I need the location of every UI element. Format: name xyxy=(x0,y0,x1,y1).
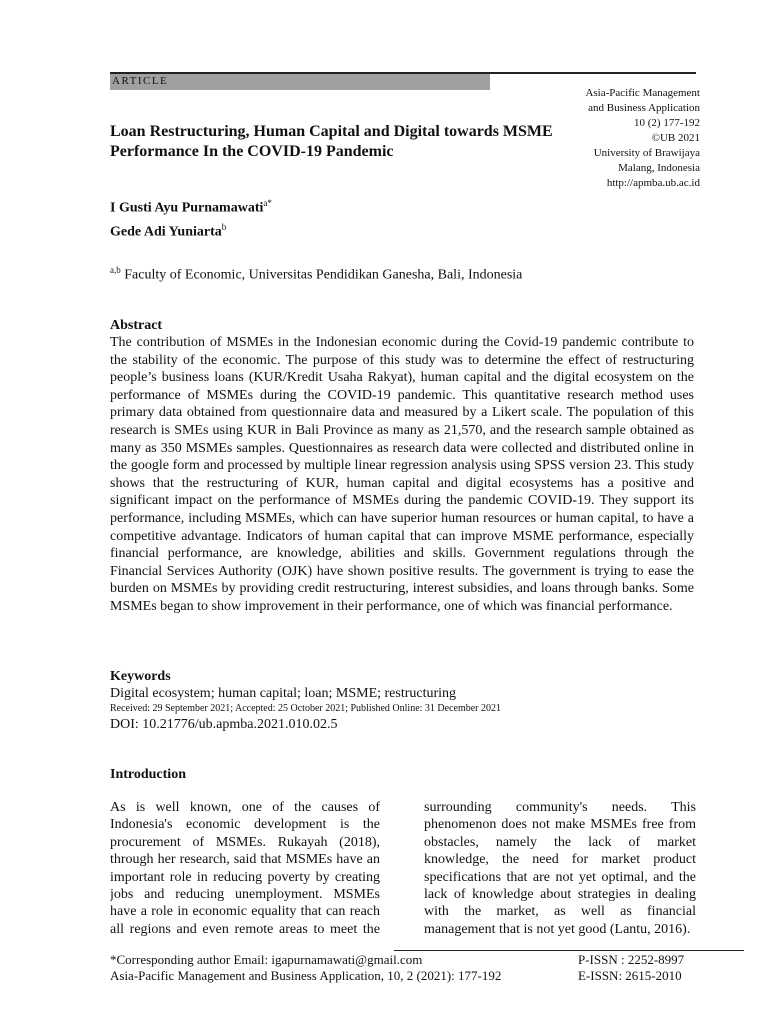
journal-url[interactable]: http://apmba.ub.ac.id xyxy=(606,177,700,189)
journal-name-line1: Asia-Pacific Management xyxy=(585,87,700,99)
author xyxy=(110,194,272,218)
publication-dates: Received: 29 September 2021; Accepted: 25 October 2021; Published Online: 31 December 2021 xyxy=(110,703,502,714)
author xyxy=(110,218,272,242)
affiliation-text: Faculty of Economic, Universitas Pendidikan Ganesha, Bali, Indonesia xyxy=(124,267,523,283)
author-list xyxy=(110,194,272,241)
doi[interactable]: DOI: 10.21776/ub.apmba.2021.010.02.5 xyxy=(110,717,338,732)
citation-line: Asia-Pacific Management and Business Application, 10, 2 (2021): 177-192 xyxy=(110,968,502,983)
author-affiliation-mark: b xyxy=(221,221,227,232)
journal-copyright: ©UB 2021 xyxy=(651,132,700,144)
journal-publisher: University of Brawijaya xyxy=(593,147,700,159)
paper-title: Loan Restructuring, Human Capital and Digital towards MSME Performance In the COVID-19 Pandemic xyxy=(110,123,553,160)
p-issn: P-ISSN : 2252-8997 xyxy=(578,952,685,967)
author-name: Gede Adi Yuniarta xyxy=(110,224,222,240)
section-label: ARTICLE xyxy=(110,74,490,90)
affiliation xyxy=(110,265,522,284)
introduction-column-left: As is well known, one of the causes of Indonesia's economic development is the procurement of MSMEs. Rukayah (2018), through her research, said that MSMEs have an important role in reducing poverty by creating jobs and reducing unemployment. MSMEs have a role in economic equality that can reach all regions and even remote areas to meet the xyxy=(110,800,380,937)
corresponding-author: *Corresponding author Email: igapurnamawati@gmail.com xyxy=(110,952,423,967)
keywords-heading: Keywords xyxy=(110,669,171,684)
author-affiliation-mark: a* xyxy=(263,198,272,208)
keywords-text: Digital ecosystem; human capital; loan; MSME; restructuring xyxy=(110,686,457,701)
abstract-text: The contribution of MSMEs in the Indonesian economic during the Covid-19 pandemic contribute to the stability of the economic. The purpose of this study was to determine the effect of restructuring people’s business loans (KUR/Kredit Usaha Rakyat), human capital and the digital ecosystem on the performance of MSMEs during the COVID-19 pandemic. This quantitative research method uses primary data obtained from questionnaire data and measured by a Likert scale. The population of this research is SMEs using KUR in Bali Province as many as 21,570, and the research sample obtained as many as 350 MSMEs samples. Questionnaires as research data were collected and distributed online in the google form and processed by multiple linear regression analysis using SPSS version 23. This study shows that the restructuring of KUR, human capital and digital ecosystems has a positive and significant impact on the performance of MSMEs during the pandemic COVID-19. They support its performance, including MSMEs, which can have superior human resources or human capital, to have a competitive advantage. Indicators of human capital that can improve MSME performance, especially financial performance, are knowledge, abilities and skills. Government regulations through the Financial Services Authority (OJK) have shown positive results. The government is trying to ease the burden on MSMEs by providing credit restructuring, interest subsidies, and loans through banks. Some MSMEs began to show improvement in their performance, one of which was financial performance. xyxy=(110,335,694,614)
affiliation-mark: a,b xyxy=(110,265,121,275)
journal-location: Malang, Indonesia xyxy=(618,162,700,174)
abstract-heading: Abstract xyxy=(110,318,163,333)
introduction-heading: Introduction xyxy=(110,767,186,782)
e-issn: E-ISSN: 2615-2010 xyxy=(578,968,682,983)
author-name: I Gusti Ayu Purnamawati xyxy=(110,200,264,216)
footnote-rule xyxy=(394,950,744,951)
journal-volume: 10 (2) 177-192 xyxy=(634,117,700,129)
introduction-column-right: surrounding community's needs. This phenomenon does not make MSMEs free from obstacles, namely the lack of market knowledge, the need for market product specifications that are not yet optimal, and the lack of knowledge about strategies in dealing with the market, as well as financial management that is not yet good (Lantu, 2016). xyxy=(424,800,696,937)
journal-name-line2: and Business Application xyxy=(588,102,700,114)
